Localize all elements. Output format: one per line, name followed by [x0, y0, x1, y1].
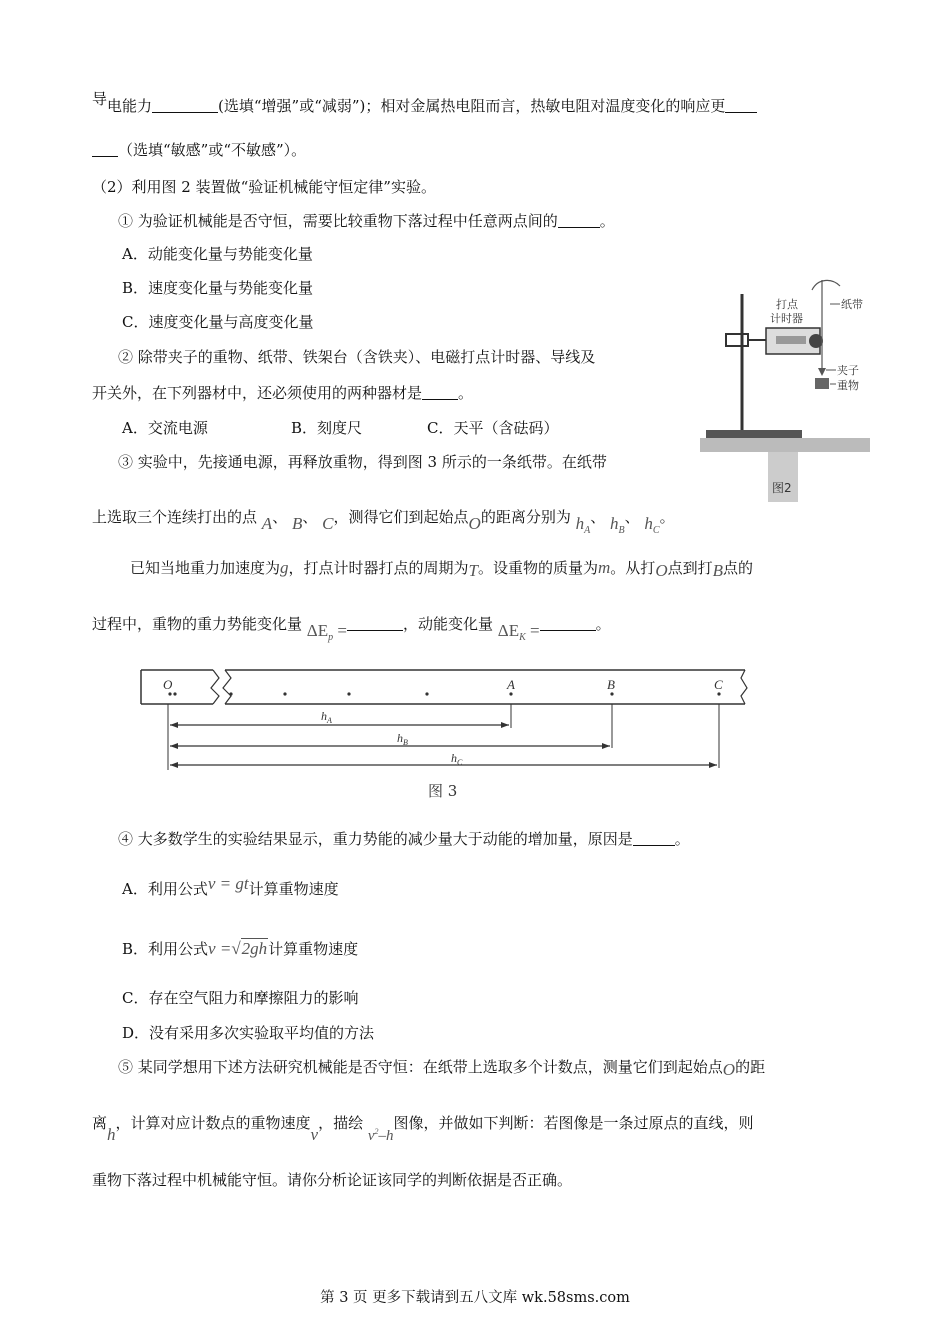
text: 电能力 [107, 97, 153, 115]
text: (选填“增强”或“减弱”)；相对金属热电阻而言，热敏电阻对温度变化的响应更 [218, 97, 726, 115]
tape-dot [173, 692, 176, 695]
math-sub: C [652, 525, 660, 536]
formula [208, 938, 268, 958]
clip-label: 夹子 [837, 364, 859, 377]
tape-dot [717, 692, 720, 695]
weight-icon [815, 378, 829, 389]
text: 、 [302, 508, 318, 526]
paragraph-line [130, 558, 753, 578]
paragraph-line [92, 1110, 754, 1144]
math-var: B [291, 514, 303, 533]
option: D．没有采用多次实验取平均值的方法 [122, 1024, 375, 1042]
arrow-head [602, 743, 610, 749]
text: 的距 [735, 1058, 766, 1076]
text: 点的 [723, 559, 754, 577]
question-3: ③ 实验中，先接通电源，再释放重物，得到图 3 所示的一条纸带。在纸带 [118, 453, 607, 471]
answer-blank [633, 831, 675, 846]
question-4 [118, 829, 690, 849]
option: C．存在空气阻力和摩擦阻力的影响 [122, 989, 359, 1007]
text: ，打点计时器打点的周期为 [288, 559, 469, 577]
text: 、 [590, 508, 606, 526]
clamp [726, 334, 748, 346]
dim-sub: B [403, 738, 408, 747]
math-eq: = [337, 621, 347, 640]
tape-end [741, 670, 747, 704]
answer-blank [540, 616, 596, 631]
paragraph-line [92, 507, 675, 534]
text: 点到打 [667, 559, 713, 577]
option: A．动能变化量与势能变化量 [122, 245, 313, 263]
formula: v = gt [207, 874, 249, 893]
text: 图像，并做如下判断：若图像是一条过原点的直线，则 [393, 1114, 754, 1132]
math-var [575, 514, 591, 536]
figure-2-apparatus [700, 272, 870, 502]
text: ，描绘 [318, 1114, 364, 1132]
text: 、 [272, 508, 288, 526]
text: 过程中，重物的重力势能变化量 [92, 615, 303, 633]
text: B．利用公式 [122, 940, 209, 958]
option: B．速度变化量与势能变化量 [122, 279, 314, 297]
dim-base: h [451, 751, 457, 765]
text: ，测得它们到起始点 [333, 508, 469, 526]
math-var: O [722, 1060, 736, 1079]
text: 。 [458, 384, 474, 402]
math-var: v [310, 1125, 319, 1144]
dim-label-hA [321, 709, 332, 725]
tape-dot [509, 692, 512, 695]
option: A．交流电源 [122, 419, 208, 437]
text: 。设重物的质量为 [478, 559, 599, 577]
option [122, 939, 358, 959]
page-footer: 第 3 页 更多下载请到五八文库 wk.58sms.com [320, 1290, 630, 1306]
math-var: h [107, 1125, 116, 1144]
figure-2-label: 图2 [772, 481, 792, 495]
math-var: O [655, 561, 668, 580]
dim-sub: A [327, 716, 332, 725]
text: 。 [595, 615, 611, 633]
math-var: g [280, 558, 289, 577]
text: 。 [599, 212, 615, 230]
answer-blank [92, 142, 118, 157]
text: ，计算对应计数点的重物速度 [115, 1114, 311, 1132]
dim-label-hC [451, 751, 463, 767]
math-var: O [468, 514, 481, 533]
tape-dot [283, 692, 286, 695]
math-sub: A [584, 525, 591, 536]
text: ⑤ 某同学想用下述方法研究机械能是否守恒：在纸带上选取多个计数点，测量它们到起始点 [118, 1058, 723, 1076]
question-1 [118, 211, 615, 231]
math-var: B [712, 561, 723, 580]
text: 。从打 [610, 559, 656, 577]
text: 上选取三个连续打出的点 [92, 508, 258, 526]
math-var: C [322, 514, 334, 533]
text: ④ 大多数学生的实验结果显示，重力势能的减少量大于动能的增加量，原因是 [118, 830, 633, 848]
text: 导 [92, 90, 108, 108]
text: 计算重物速度 [268, 940, 359, 958]
option: C．速度变化量与高度变化量 [122, 313, 314, 331]
tape-break [211, 670, 219, 704]
dim-base: h [321, 709, 327, 723]
option: C．天平（含砝码） [427, 419, 559, 437]
math-base: ΔE [497, 621, 520, 640]
paragraph-line: （2）利用图 2 装置做“验证机械能守恒定律”实验。 [92, 178, 436, 196]
text: ① 为验证机械能是否守恒，需要比较重物下落过程中任意两点间的 [118, 212, 558, 230]
math-var [610, 514, 625, 536]
arrow-head [170, 722, 178, 728]
paragraph-line: 重物下落过程中机械能守恒。请你分析论证该同学的判断依据是否正确。 [92, 1171, 573, 1189]
tape-break [223, 670, 231, 704]
clip-icon [818, 368, 826, 376]
point-label-A: A [507, 677, 515, 692]
text: ，动能变化量 [402, 615, 493, 633]
sqrt-sign: √ [231, 939, 241, 958]
answer-blank [152, 98, 218, 113]
point-label-O: O [163, 677, 173, 692]
math-sup: 2 [374, 1127, 379, 1136]
math-expr [497, 621, 540, 643]
math-base: h [644, 514, 653, 533]
math-var: A [261, 514, 273, 533]
tape-dot [425, 692, 428, 695]
math-var [644, 514, 660, 536]
text: 、 [624, 508, 640, 526]
tape-dot [168, 692, 171, 695]
answer-blank [725, 98, 757, 113]
answer-blank [558, 213, 600, 228]
dim-base: h [397, 731, 403, 745]
figure-3-caption: 图 3 [428, 782, 458, 800]
answer-blank [422, 385, 458, 400]
weight-label: 重物 [837, 379, 859, 392]
point-label-B: B [607, 677, 615, 692]
arrow-head [170, 743, 178, 749]
table-top [700, 438, 870, 452]
math-sub: p [328, 632, 334, 643]
math-eq: = [530, 621, 540, 640]
text: 开关外，在下列器材中，还必须使用的两种器材是 [92, 384, 423, 402]
sqrt-content: 2gh [241, 939, 268, 958]
question-2: ② 除带夹子的重物、纸带、铁架台（含铁夹）、电磁打点计时器、导线及 [118, 348, 596, 366]
text: 。 [674, 830, 690, 848]
question-5 [118, 1057, 765, 1077]
text: 的距离分别为 [480, 508, 571, 526]
formula-lhs: v = [208, 939, 232, 958]
tape-label: 纸带 [841, 298, 863, 311]
math-expr [368, 1128, 394, 1144]
tape-dot [347, 692, 350, 695]
timer-label-1: 打点 [776, 298, 798, 311]
paragraph-line [92, 614, 611, 641]
math-var: m [598, 558, 611, 577]
option: B．刻度尺 [291, 419, 363, 437]
text: A．利用公式 [122, 880, 208, 898]
point-label-C: C [714, 677, 723, 692]
math-base: h [575, 514, 585, 533]
arrow-head [170, 762, 178, 768]
stand-base [706, 430, 802, 438]
figure-3-tape [135, 662, 755, 807]
math-sub: K [519, 632, 526, 643]
timer-label-2: 计时器 [770, 312, 803, 325]
math-expr [306, 621, 347, 643]
paragraph-line [92, 383, 473, 403]
text: 。 [659, 508, 675, 526]
timer-coil [776, 336, 806, 344]
tape-dot [610, 692, 613, 695]
text: 计算重物速度 [248, 880, 339, 898]
dim-sub: C [457, 758, 463, 767]
text: 离 [92, 1114, 108, 1132]
math-var: T [468, 561, 478, 580]
paragraph-line [92, 140, 306, 160]
text: （选填“敏感”或“不敏感”）。 [118, 141, 307, 159]
math-base: ΔE [306, 621, 329, 640]
timer-magnet [809, 334, 823, 348]
math-sub: B [618, 525, 625, 536]
answer-blank [347, 616, 403, 631]
paragraph-line [92, 90, 757, 116]
math-base: h [610, 514, 619, 533]
tape-dot [229, 692, 232, 695]
dim-label-hB [397, 731, 408, 747]
math-base: v [367, 1128, 375, 1144]
arrow-head [501, 722, 509, 728]
option [122, 874, 339, 899]
text: 已知当地重力加速度为 [130, 559, 281, 577]
arrow-head [709, 762, 717, 768]
math-rest: –h [378, 1128, 394, 1144]
hand-icon [812, 280, 840, 290]
